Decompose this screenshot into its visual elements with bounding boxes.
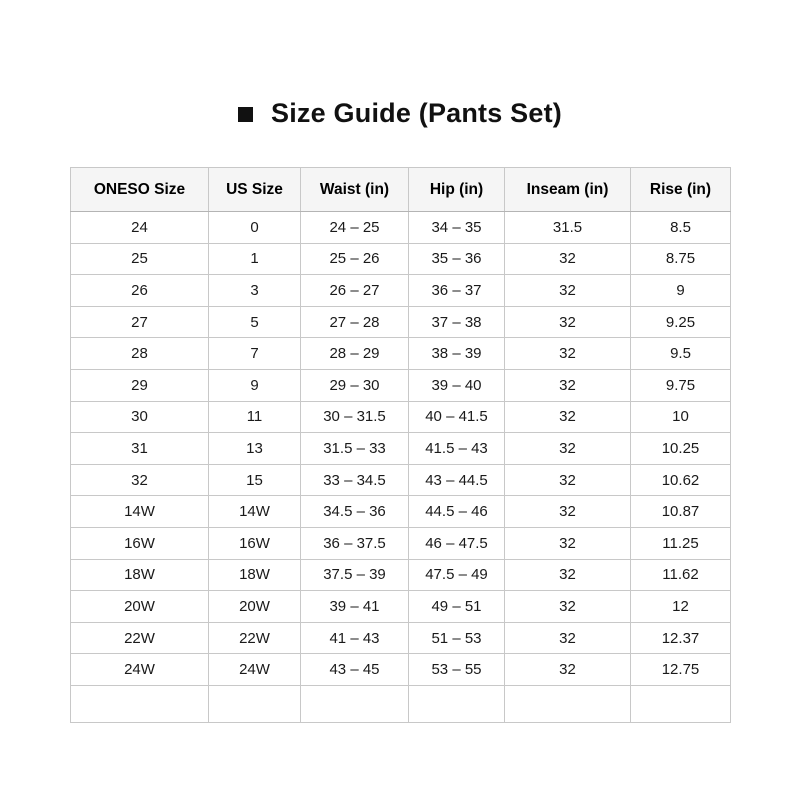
cell-rise: 10.62 [631, 464, 731, 496]
cell-oneso-size: 29 [71, 369, 209, 401]
cell-rise: 9 [631, 275, 731, 307]
cell-us-size: 20W [209, 591, 301, 623]
cell-oneso-size: 30 [71, 401, 209, 433]
cell-waist: 31.5 – 33 [301, 433, 409, 465]
table-header-row [71, 168, 731, 212]
table-header [71, 168, 731, 212]
cell-waist: 33 – 34.5 [301, 464, 409, 496]
cell-waist: 29 – 30 [301, 369, 409, 401]
black-square-bullet-icon [238, 107, 253, 122]
table-row [71, 433, 731, 465]
cell-hip: 49 – 51 [409, 591, 505, 623]
table-row [71, 338, 731, 370]
table-row [71, 685, 731, 722]
cell-inseam: 32 [505, 401, 631, 433]
cell-hip: 51 – 53 [409, 622, 505, 654]
cell-us-size: 22W [209, 622, 301, 654]
cell-inseam: 32 [505, 591, 631, 623]
table-row [71, 496, 731, 528]
cell-rise: 10.87 [631, 496, 731, 528]
cell-oneso-size: 24 [71, 212, 209, 244]
cell-rise: 12 [631, 591, 731, 623]
table-row [71, 559, 731, 591]
table-row [71, 306, 731, 338]
column-header-us-size: US Size [209, 168, 301, 212]
cell-hip: 41.5 – 43 [409, 433, 505, 465]
cell-hip: 53 – 55 [409, 654, 505, 686]
cell-inseam: 32 [505, 559, 631, 591]
table-row [71, 212, 731, 244]
cell-waist: 36 – 37.5 [301, 527, 409, 559]
cell-us-size: 24W [209, 654, 301, 686]
cell-hip: 46 – 47.5 [409, 527, 505, 559]
cell-oneso-size: 32 [71, 464, 209, 496]
cell-waist: 41 – 43 [301, 622, 409, 654]
cell-inseam: 32 [505, 654, 631, 686]
column-header-inseam: Inseam (in) [505, 168, 631, 212]
table-row [71, 275, 731, 307]
cell-waist: 26 – 27 [301, 275, 409, 307]
column-header-oneso-size: ONESO Size [71, 168, 209, 212]
cell-inseam [505, 685, 631, 722]
cell-hip: 43 – 44.5 [409, 464, 505, 496]
table-row [71, 243, 731, 275]
cell-inseam: 32 [505, 369, 631, 401]
cell-us-size: 14W [209, 496, 301, 528]
column-header-rise: Rise (in) [631, 168, 731, 212]
cell-waist [301, 685, 409, 722]
table-row [71, 401, 731, 433]
cell-rise: 9.5 [631, 338, 731, 370]
cell-rise: 8.5 [631, 212, 731, 244]
cell-rise: 9.25 [631, 306, 731, 338]
cell-waist: 39 – 41 [301, 591, 409, 623]
cell-rise: 12.37 [631, 622, 731, 654]
cell-us-size: 15 [209, 464, 301, 496]
cell-us-size: 13 [209, 433, 301, 465]
cell-waist: 25 – 26 [301, 243, 409, 275]
cell-inseam: 32 [505, 622, 631, 654]
cell-us-size: 9 [209, 369, 301, 401]
cell-oneso-size: 20W [71, 591, 209, 623]
table-row [71, 369, 731, 401]
cell-us-size: 7 [209, 338, 301, 370]
table-body [71, 212, 731, 723]
cell-waist: 43 – 45 [301, 654, 409, 686]
cell-us-size: 0 [209, 212, 301, 244]
cell-us-size: 18W [209, 559, 301, 591]
cell-rise: 10.25 [631, 433, 731, 465]
cell-inseam: 32 [505, 306, 631, 338]
cell-oneso-size: 27 [71, 306, 209, 338]
cell-hip: 37 – 38 [409, 306, 505, 338]
cell-inseam: 32 [505, 496, 631, 528]
cell-hip: 38 – 39 [409, 338, 505, 370]
page-title-text: Size Guide (Pants Set) [271, 98, 562, 128]
table-row [71, 464, 731, 496]
cell-us-size: 3 [209, 275, 301, 307]
cell-hip: 44.5 – 46 [409, 496, 505, 528]
cell-rise: 8.75 [631, 243, 731, 275]
cell-hip: 39 – 40 [409, 369, 505, 401]
cell-rise: 11.62 [631, 559, 731, 591]
size-guide-table [70, 167, 731, 723]
column-header-waist: Waist (in) [301, 168, 409, 212]
cell-hip: 36 – 37 [409, 275, 505, 307]
cell-oneso-size: 14W [71, 496, 209, 528]
cell-hip: 34 – 35 [409, 212, 505, 244]
cell-inseam: 32 [505, 433, 631, 465]
cell-rise: 10 [631, 401, 731, 433]
cell-us-size: 11 [209, 401, 301, 433]
page-title [0, 98, 800, 129]
cell-waist: 34.5 – 36 [301, 496, 409, 528]
cell-inseam: 32 [505, 527, 631, 559]
cell-oneso-size: 22W [71, 622, 209, 654]
cell-inseam: 32 [505, 243, 631, 275]
cell-inseam: 32 [505, 275, 631, 307]
cell-inseam: 32 [505, 464, 631, 496]
cell-oneso-size: 26 [71, 275, 209, 307]
table-row [71, 527, 731, 559]
cell-oneso-size [71, 685, 209, 722]
cell-oneso-size: 25 [71, 243, 209, 275]
cell-hip: 40 – 41.5 [409, 401, 505, 433]
cell-us-size: 1 [209, 243, 301, 275]
cell-waist: 28 – 29 [301, 338, 409, 370]
cell-rise [631, 685, 731, 722]
cell-oneso-size: 18W [71, 559, 209, 591]
table-row [71, 654, 731, 686]
cell-inseam: 31.5 [505, 212, 631, 244]
cell-hip [409, 685, 505, 722]
cell-oneso-size: 16W [71, 527, 209, 559]
cell-waist: 37.5 – 39 [301, 559, 409, 591]
cell-rise: 12.75 [631, 654, 731, 686]
cell-rise: 9.75 [631, 369, 731, 401]
cell-hip: 47.5 – 49 [409, 559, 505, 591]
column-header-hip: Hip (in) [409, 168, 505, 212]
cell-us-size: 16W [209, 527, 301, 559]
cell-us-size: 5 [209, 306, 301, 338]
cell-oneso-size: 31 [71, 433, 209, 465]
cell-hip: 35 – 36 [409, 243, 505, 275]
cell-waist: 27 – 28 [301, 306, 409, 338]
cell-oneso-size: 28 [71, 338, 209, 370]
cell-oneso-size: 24W [71, 654, 209, 686]
cell-inseam: 32 [505, 338, 631, 370]
cell-us-size [209, 685, 301, 722]
table-row [71, 591, 731, 623]
cell-waist: 24 – 25 [301, 212, 409, 244]
cell-waist: 30 – 31.5 [301, 401, 409, 433]
cell-rise: 11.25 [631, 527, 731, 559]
table-row [71, 622, 731, 654]
